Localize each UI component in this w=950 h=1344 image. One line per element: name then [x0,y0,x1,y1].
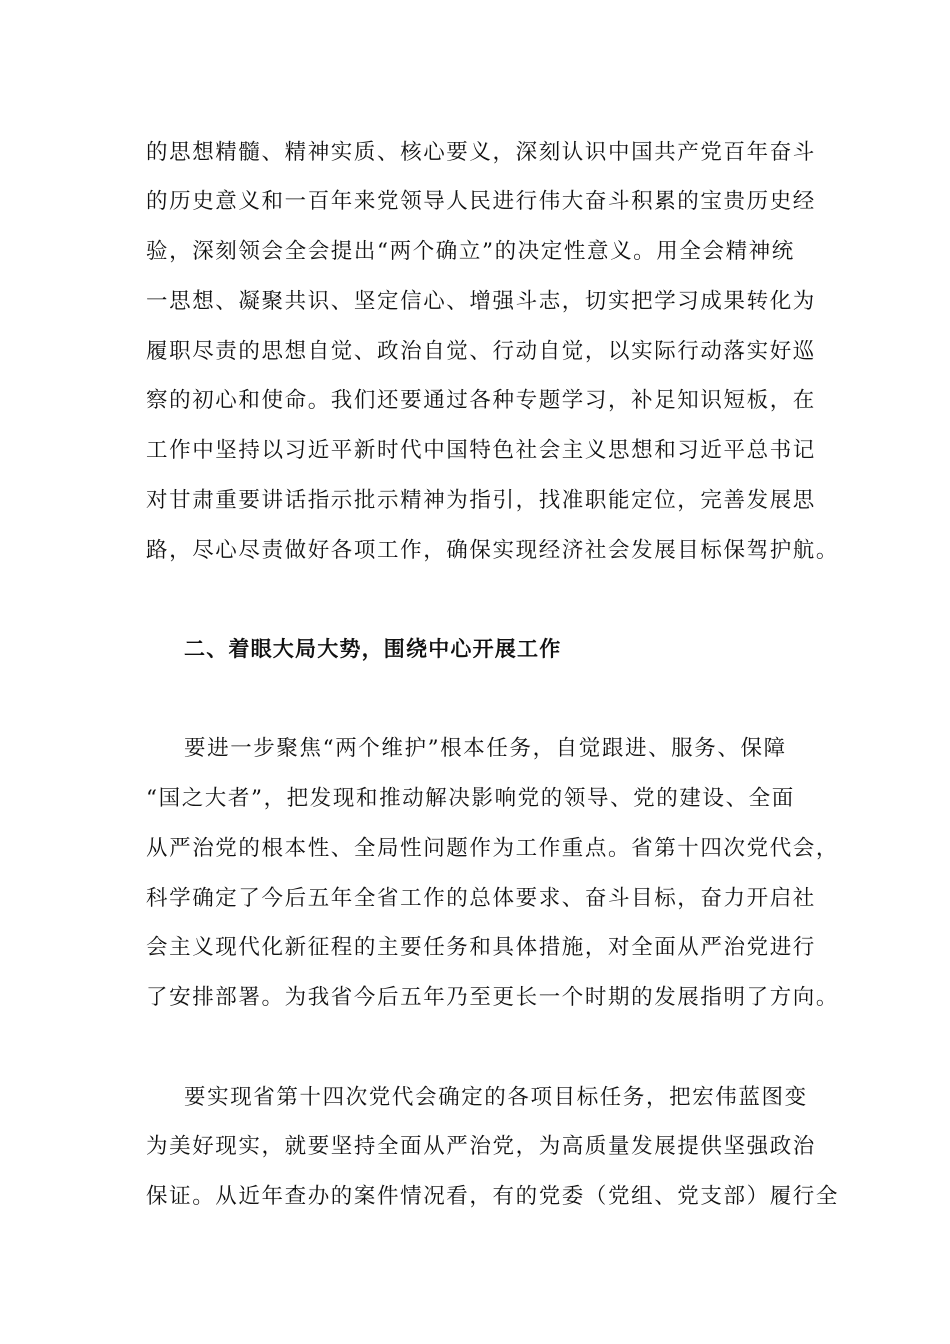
paragraph-3-line-1: 要实现省第十四次党代会确定的各项目标任务，把宏伟蓝图变 [184,1085,808,1110]
paragraph-1-line-6: 察的初心和使命。我们还要通过各种专题学习，补足知识短板，在 [146,388,816,413]
paragraph-1-line-8: 对甘肃重要讲话指示批示精神为指引，找准职能定位，完善发展思 [146,488,816,513]
paragraph-2-line-5: 会主义现代化新征程的主要任务和具体措施，对全面从严治党进行 [146,935,816,960]
paragraph-1-line-7: 工作中坚持以习近平新时代中国特色社会主义思想和习近平总书记 [146,438,816,463]
paragraph-1-line-1: 的思想精髓、精神实质、核心要义，深刻认识中国共产党百年奋斗 [146,140,816,165]
paragraph-1-line-9: 路，尽心尽责做好各项工作，确保实现经济社会发展目标保驾护航。 [146,538,840,563]
paragraph-2-line-4: 科学确定了今后五年全省工作的总体要求、奋斗目标，奋力开启社 [146,886,816,911]
paragraph-1-line-5: 履职尽责的思想自觉、政治自觉、行动自觉，以实际行动落实好巡 [146,339,816,364]
paragraph-1-line-2: 的历史意义和一百年来党领导人民进行伟大奋斗积累的宝贵历史经 [146,189,816,214]
paragraph-3-line-2: 为美好现实，就要坚持全面从严治党，为高质量发展提供坚强政治 [146,1134,816,1159]
paragraph-2-line-6: 了安排部署。为我省今后五年乃至更长一个时期的发展指明了方向。 [146,985,840,1010]
section-heading: 二、着眼大局大势，围绕中心开展工作 [184,637,562,661]
paragraph-1-line-3: 验，深刻领会全会提出“两个确立”的决定性意义。用全会精神统 [146,239,795,264]
paragraph-2-line-1: 要进一步聚焦“两个维护”根本任务，自觉跟进、服务、保障 [184,736,787,761]
paragraph-1-line-4: 一思想、凝聚共识、坚定信心、增强斗志，切实把学习成果转化为 [146,289,816,314]
paragraph-3-line-3: 保证。从近年查办的案件情况看，有的党委（党组、党支部）履行全 [146,1184,840,1209]
paragraph-2-line-2: “国之大者”，把发现和推动解决影响党的领导、党的建设、全面 [146,786,795,811]
paragraph-2-line-3: 从严治党的根本性、全局性问题作为工作重点。省第十四次党代会， [146,836,840,861]
